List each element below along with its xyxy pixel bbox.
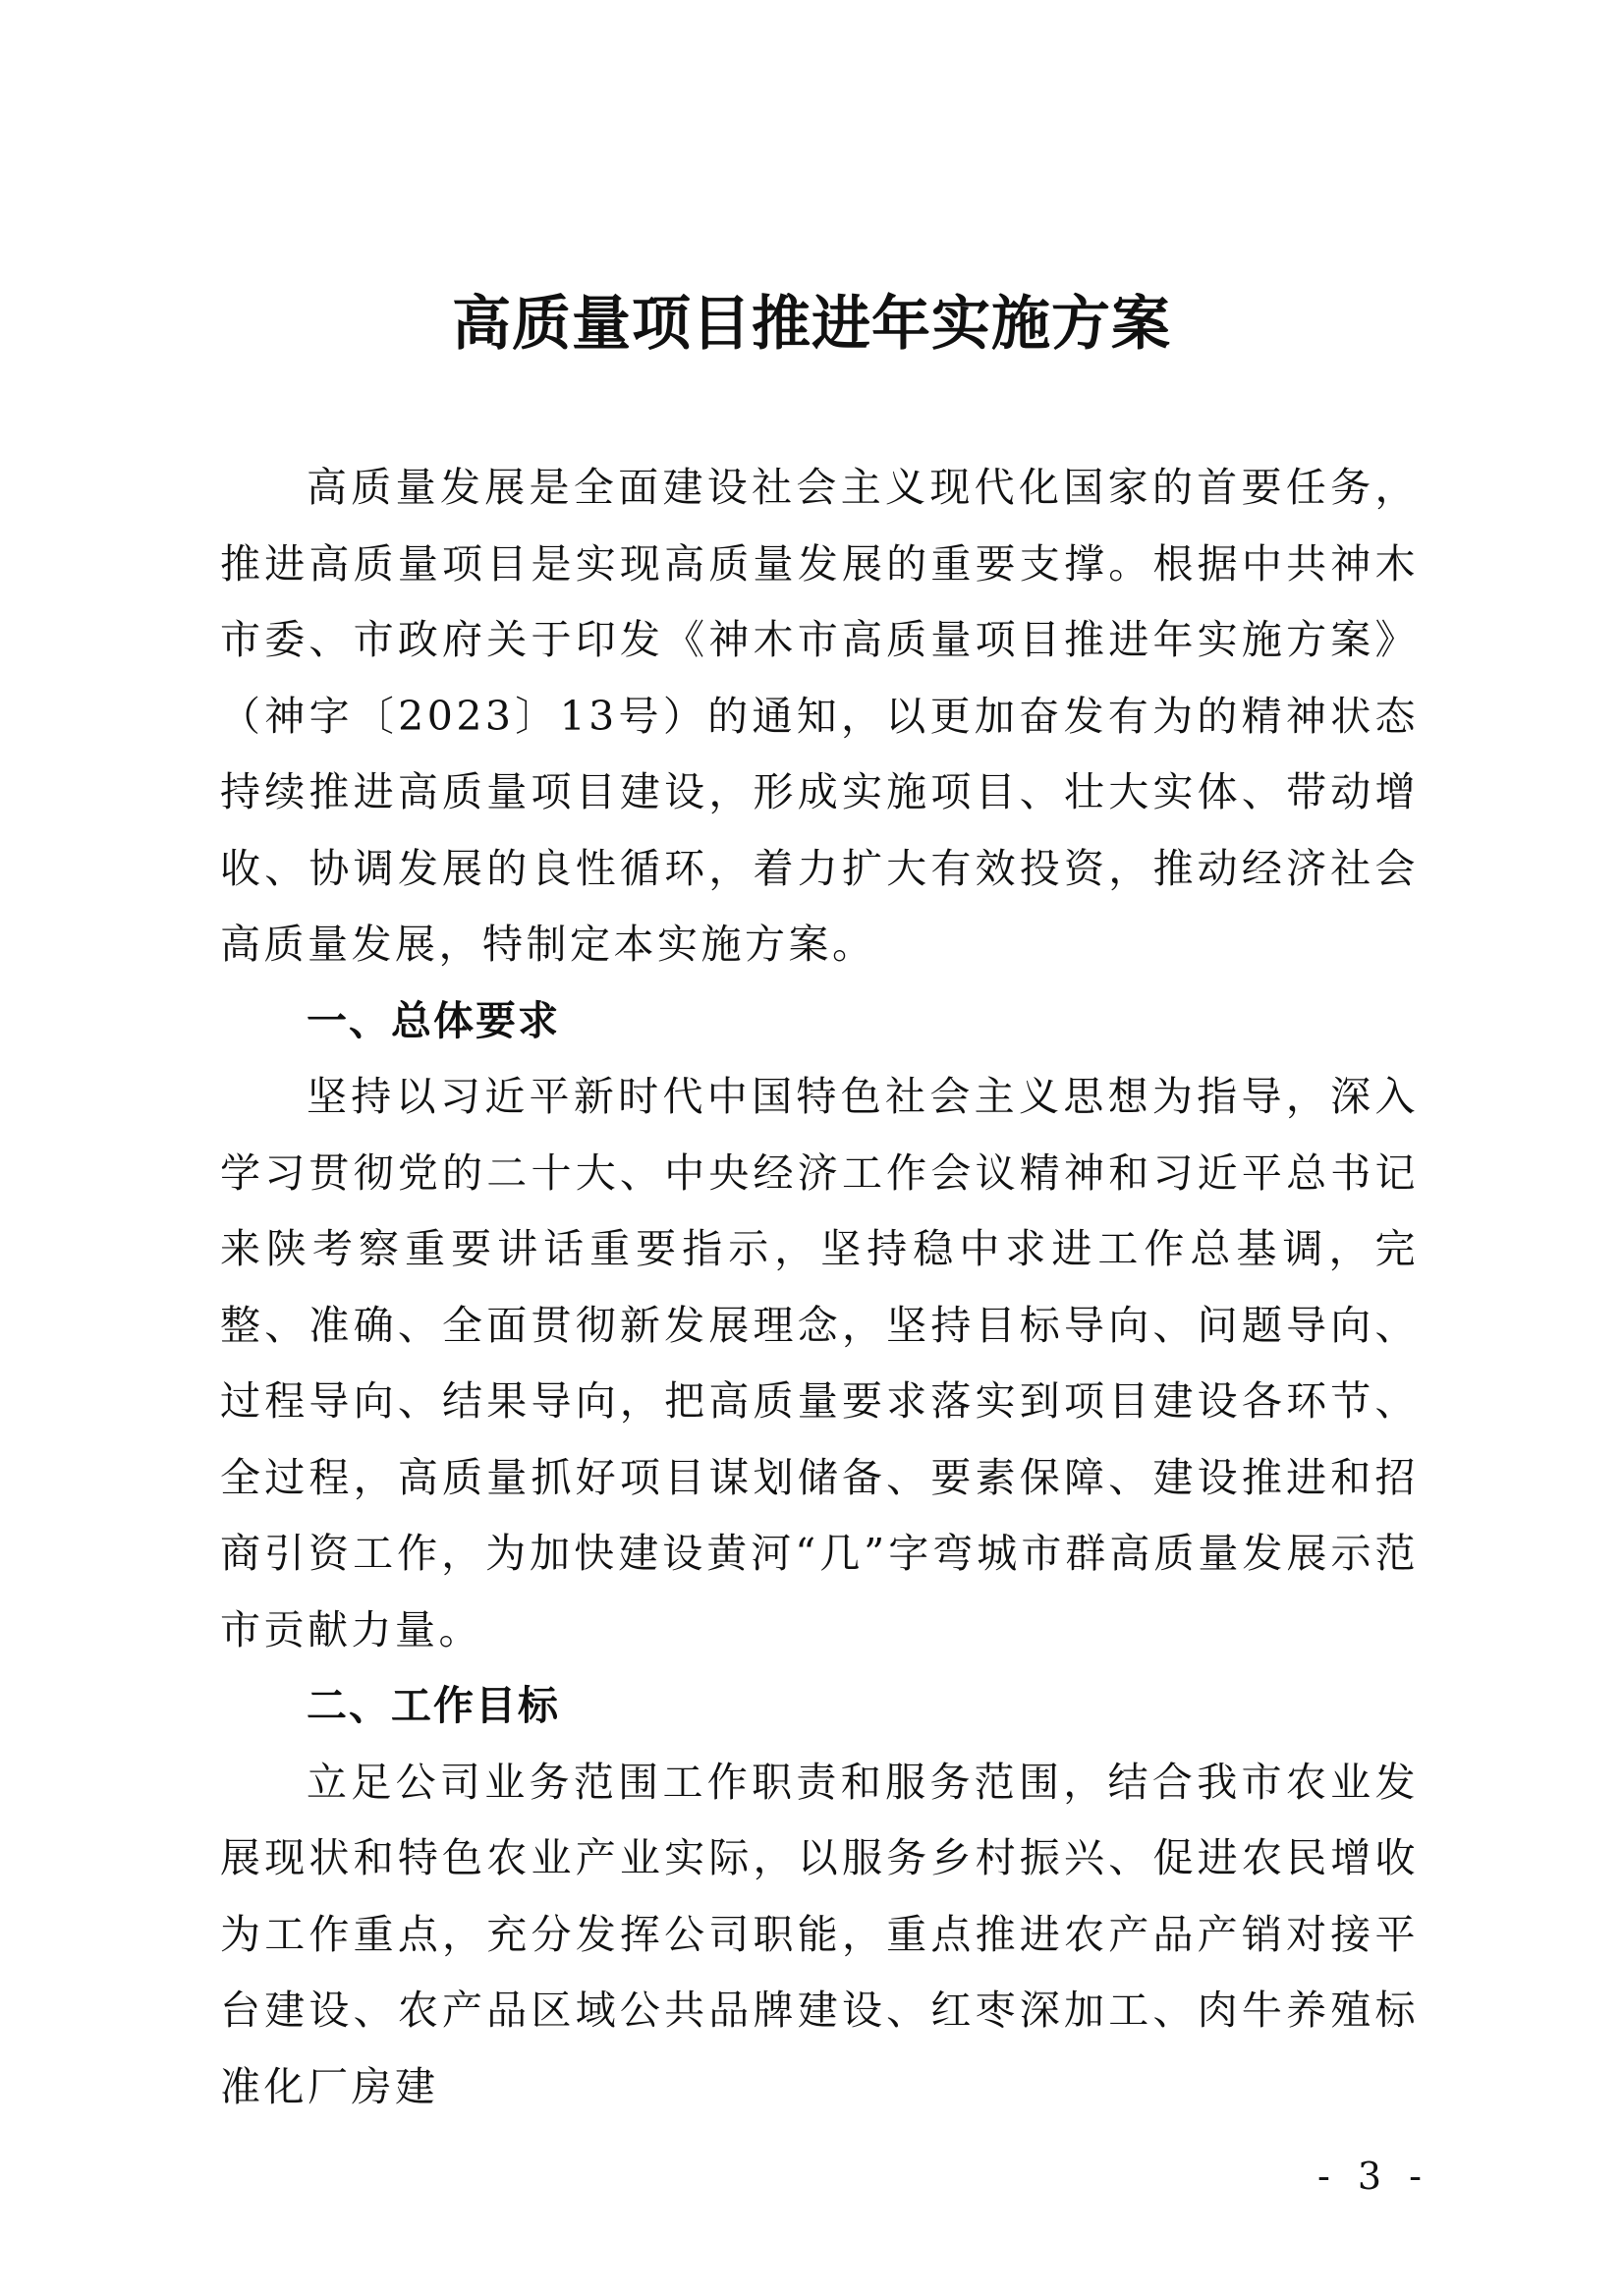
section-heading-work-goals: 二、工作目标 (307, 1682, 560, 1729)
page-number: - 3 - (1316, 2155, 1429, 2198)
section-heading-general-requirements: 一、总体要求 (307, 996, 560, 1044)
general-requirements-paragraph: 坚持以习近平新时代中国特色社会主义思想为指导，深入学习贯彻党的二十大、中央经济工作会议精神和习近平总书记来陕考察重要讲话重要指示，坚持稳中求进工作总基调，完整、准确、全面贯彻新发展理念，坚持目标导向、问题导向、过程导向、结果导向，把高质量要求落实到项目建设各环节、全过程，高质量抓好项目谋划储备、要素保障、建设推进和招商引资工作，为加快建设黄河“几”字弯城市群高质量发展示范市贡献力量。 (220, 1073, 1419, 1653)
document-title: 高质量项目推进年实施方案 (452, 290, 1171, 359)
intro-paragraph: 高质量发展是全面建设社会主义现代化国家的首要任务，推进高质量项目是实现高质量发展的重要支撑。根据中共神木市委、市政府关于印发《神木市高质量项目推进年实施方案》（神字〔2023〕13号）的通知，以更加奋发有为的精神状态持续推进高质量项目建设，形成实施项目、壮大实体、带动增收、协调发展的良性循环，着力扩大有效投资，推动经济社会高质量发展，特制定本实施方案。 (220, 464, 1419, 968)
document-body (220, 450, 1419, 2125)
work-goals-paragraph: 立足公司业务范围工作职责和服务范围，结合我市农业发展现状和特色农业产业实际，以服务乡村振兴、促进农民增收为工作重点，充分发挥公司职能，重点推进农产品产销对接平台建设、农产品区域公共品牌建设、红枣深加工、肉牛养殖标准化厂房建 (220, 1758, 1419, 2110)
